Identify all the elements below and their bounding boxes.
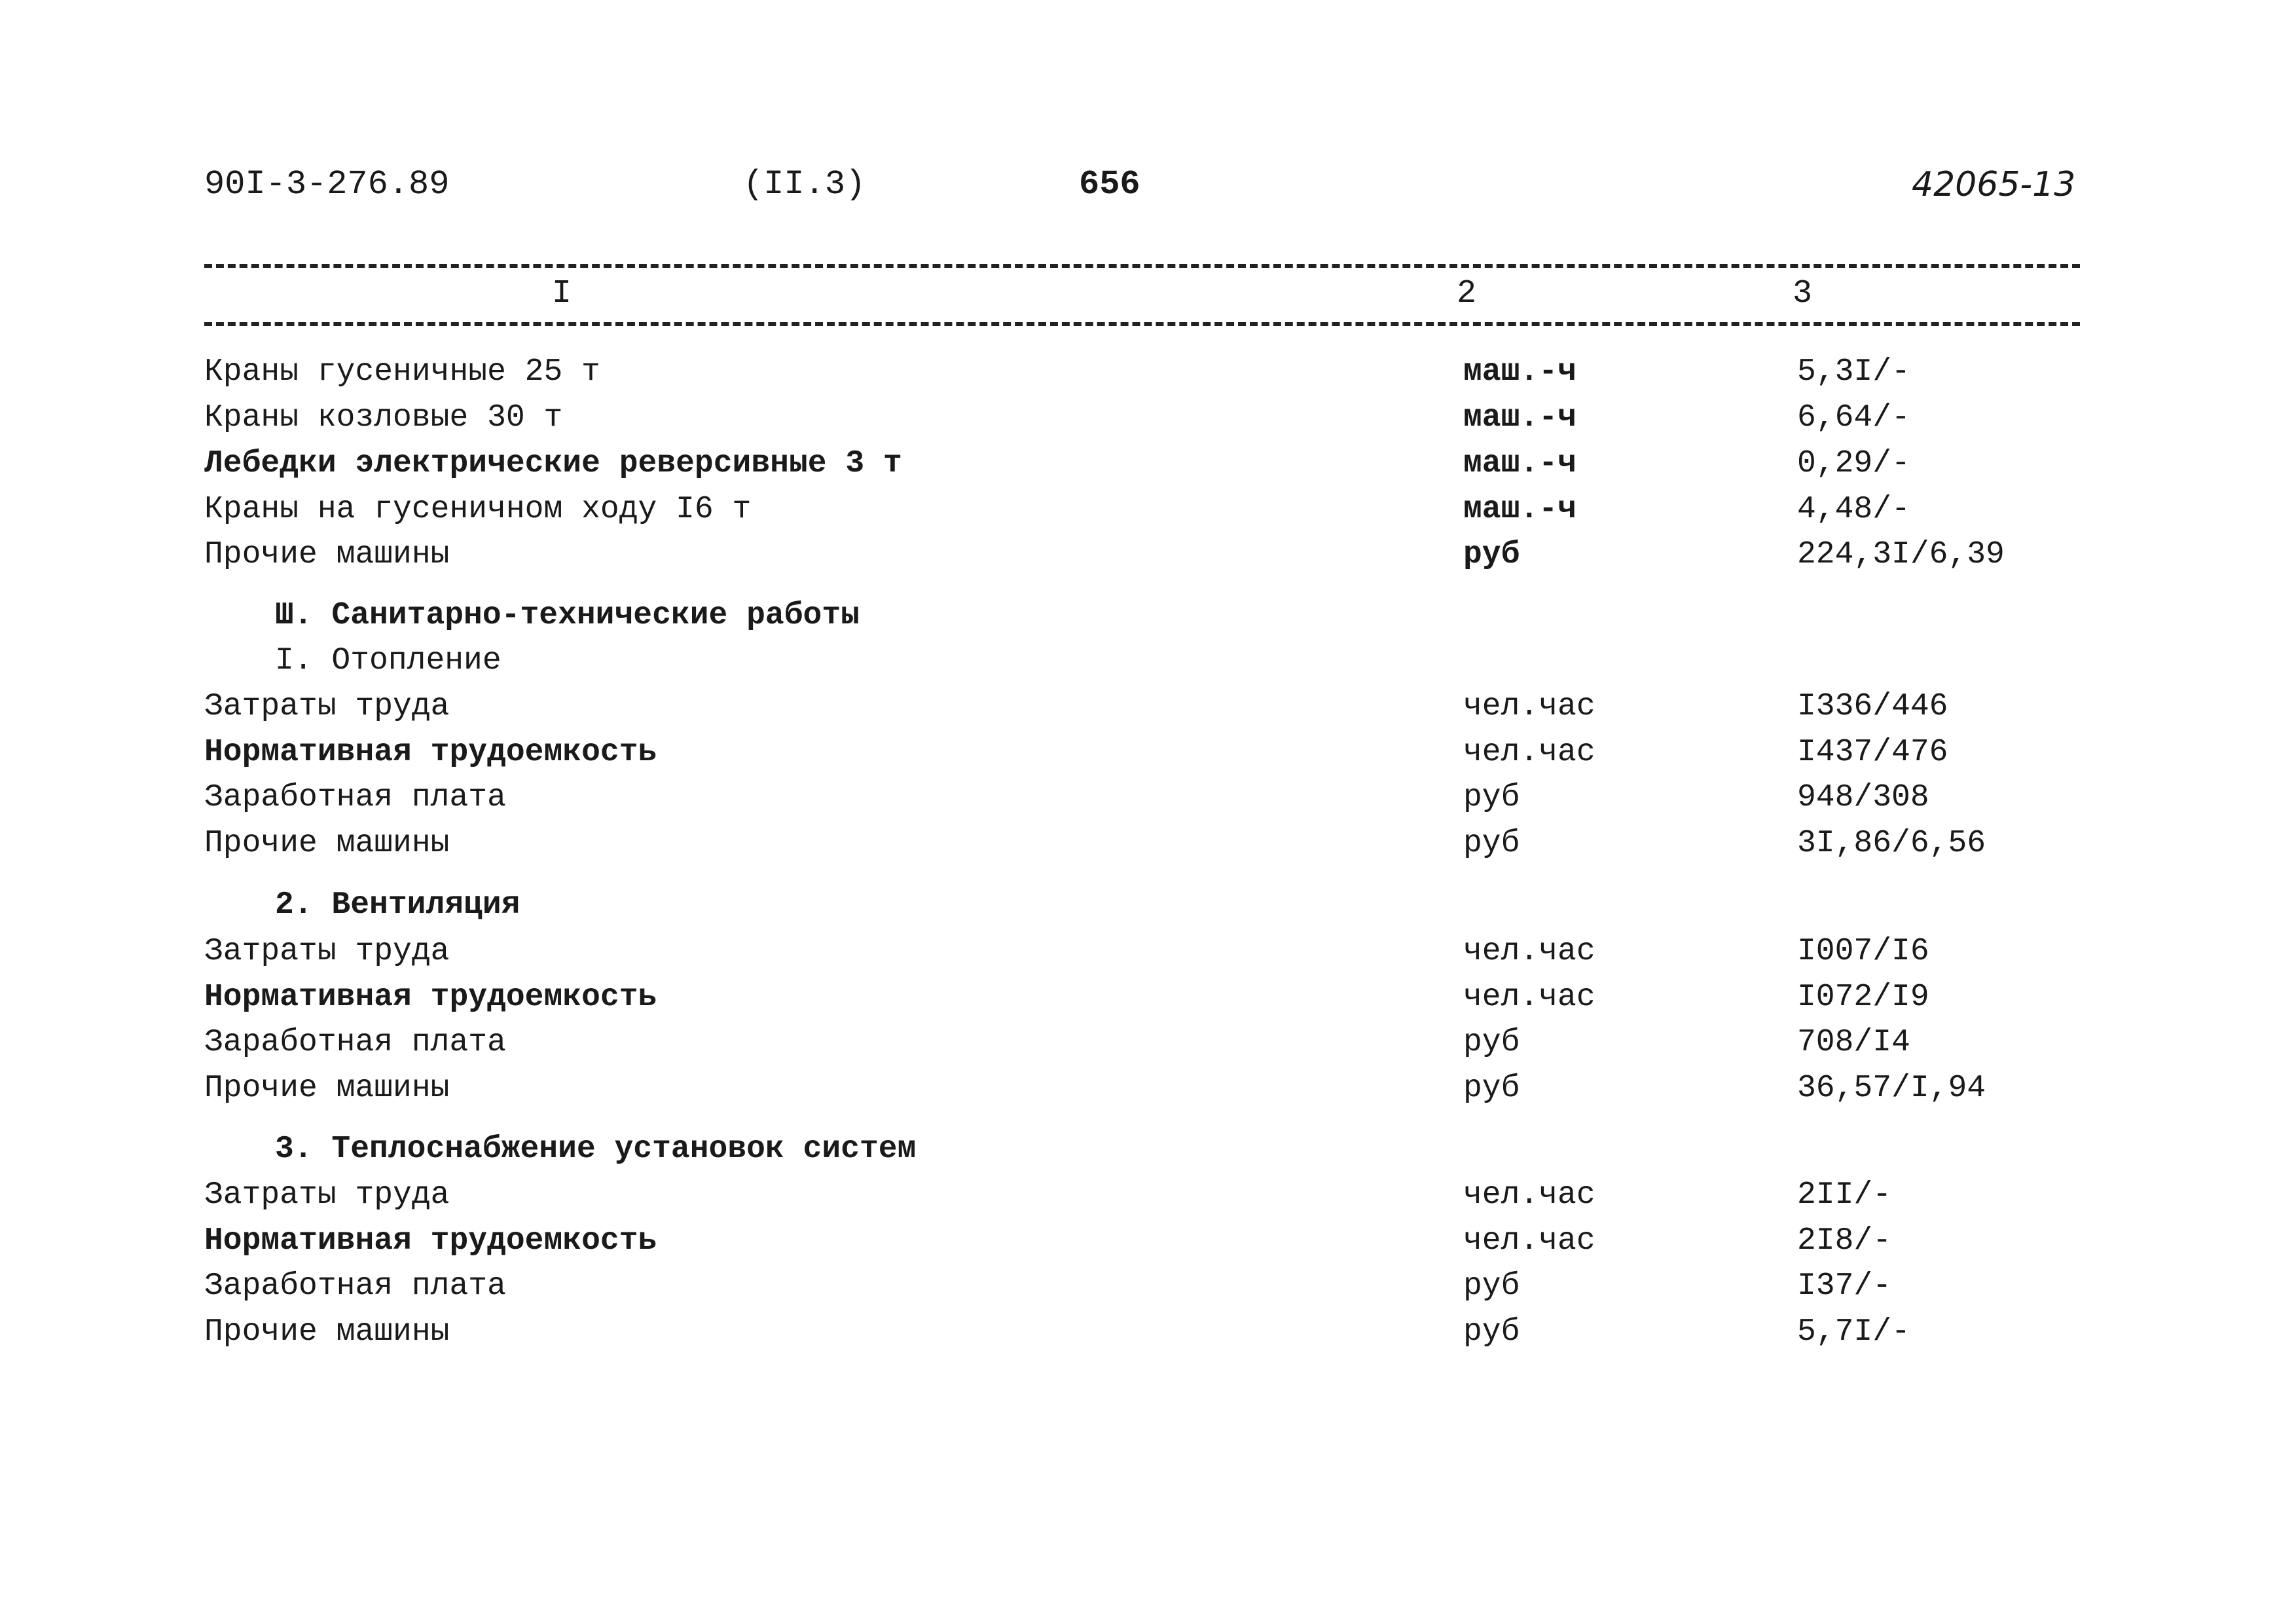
- row-value: I437/476: [1797, 735, 1948, 770]
- table-row: [0, 1174, 2296, 1216]
- row-unit: маш.-ч: [1463, 492, 1576, 527]
- row-name: Затраты труда: [204, 934, 450, 969]
- row-name: Заработная плата: [204, 1025, 506, 1060]
- row-unit: маш.-ч: [1463, 354, 1576, 390]
- row-unit: руб: [1463, 826, 1520, 861]
- table-row: [0, 931, 2296, 972]
- sheet-number: 42065-13: [1912, 165, 2076, 204]
- row-unit: маш.-ч: [1463, 446, 1576, 481]
- table-row: [0, 777, 2296, 819]
- column-header-3: 3: [1793, 275, 1813, 312]
- table-row: [0, 731, 2296, 773]
- subsection-title: I. Отопление: [275, 643, 501, 678]
- column-header-1: I: [552, 275, 572, 312]
- row-unit: руб: [1463, 1314, 1520, 1350]
- table-row: [0, 1022, 2296, 1063]
- row-unit: чел.час: [1463, 1177, 1595, 1213]
- row-name: Затраты труда: [204, 689, 450, 724]
- row-unit: чел.час: [1463, 980, 1595, 1015]
- row-unit: руб: [1463, 1071, 1520, 1106]
- subsection-heading: [0, 1128, 2296, 1170]
- row-value: 6,64/-: [1797, 400, 1910, 435]
- section-number: (II.3): [743, 165, 866, 204]
- row-name: Краны на гусеничном ходу I6 т: [204, 492, 752, 527]
- table-row: [0, 534, 2296, 576]
- row-value: 0,29/-: [1797, 446, 1910, 481]
- row-name: Заработная плата: [204, 780, 506, 815]
- table-row: [0, 1311, 2296, 1353]
- subsection-title: 2. Вентиляция: [275, 887, 520, 923]
- row-unit: руб: [1463, 1268, 1520, 1304]
- row-value: 36,57/I,94: [1797, 1071, 1986, 1106]
- section-title: Ш. Санитарно-технические работы: [275, 598, 860, 633]
- row-name: Лебедки электрические реверсивные 3 т: [204, 446, 902, 481]
- row-name: Затраты труда: [204, 1177, 450, 1213]
- row-unit: чел.час: [1463, 735, 1595, 770]
- row-name: Прочие машины: [204, 826, 450, 861]
- section-heading: [0, 595, 2296, 637]
- row-name: Прочие машины: [204, 1314, 450, 1350]
- column-header-2: 2: [1457, 275, 1477, 312]
- row-unit: чел.час: [1463, 689, 1595, 724]
- row-unit: чел.час: [1463, 1223, 1595, 1259]
- row-value: I336/446: [1797, 689, 1948, 724]
- subsection-heading: [0, 640, 2296, 682]
- subsection-heading: [0, 884, 2296, 926]
- row-value: I37/-: [1797, 1268, 1892, 1304]
- table-top-divider: [204, 264, 2080, 268]
- row-unit: руб: [1463, 780, 1520, 815]
- document-code: 90I-3-276.89: [204, 165, 450, 204]
- table-row: [0, 1067, 2296, 1109]
- row-value: I072/I9: [1797, 980, 1929, 1015]
- table-header-divider: [204, 322, 2080, 326]
- table-row: [0, 1265, 2296, 1307]
- table-row: [0, 489, 2296, 530]
- row-unit: маш.-ч: [1463, 400, 1576, 435]
- row-value: 4,48/-: [1797, 492, 1910, 527]
- row-name: Краны козловые 30 т: [204, 400, 563, 435]
- row-name: Краны гусеничные 25 т: [204, 354, 600, 390]
- table-row: [0, 397, 2296, 439]
- table-row: [0, 976, 2296, 1018]
- table-row: [0, 443, 2296, 485]
- page-number: 656: [1079, 165, 1140, 204]
- table-row: [0, 1220, 2296, 1262]
- row-value: 5,3I/-: [1797, 354, 1910, 390]
- row-value: 5,7I/-: [1797, 1314, 1910, 1350]
- row-unit: руб: [1463, 1025, 1520, 1060]
- row-name: Нормативная трудоемкость: [204, 1223, 657, 1259]
- row-value: I007/I6: [1797, 934, 1929, 969]
- row-name: Прочие машины: [204, 537, 450, 572]
- row-name: Нормативная трудоемкость: [204, 735, 657, 770]
- row-value: 3I,86/6,56: [1797, 826, 1986, 861]
- row-name: Прочие машины: [204, 1071, 450, 1106]
- table-row: [0, 822, 2296, 864]
- row-value: 708/I4: [1797, 1025, 1910, 1060]
- row-value: 224,3I/6,39: [1797, 537, 2005, 572]
- table-row: [0, 351, 2296, 393]
- row-name: Заработная плата: [204, 1268, 506, 1304]
- subsection-title: 3. Теплоснабжение установок систем: [275, 1132, 917, 1167]
- table-row: [0, 686, 2296, 728]
- row-unit: чел.час: [1463, 934, 1595, 969]
- row-value: 2II/-: [1797, 1177, 1892, 1213]
- row-name: Нормативная трудоемкость: [204, 980, 657, 1015]
- row-value: 948/308: [1797, 780, 1929, 815]
- row-unit: руб: [1463, 537, 1520, 572]
- row-value: 2I8/-: [1797, 1223, 1892, 1259]
